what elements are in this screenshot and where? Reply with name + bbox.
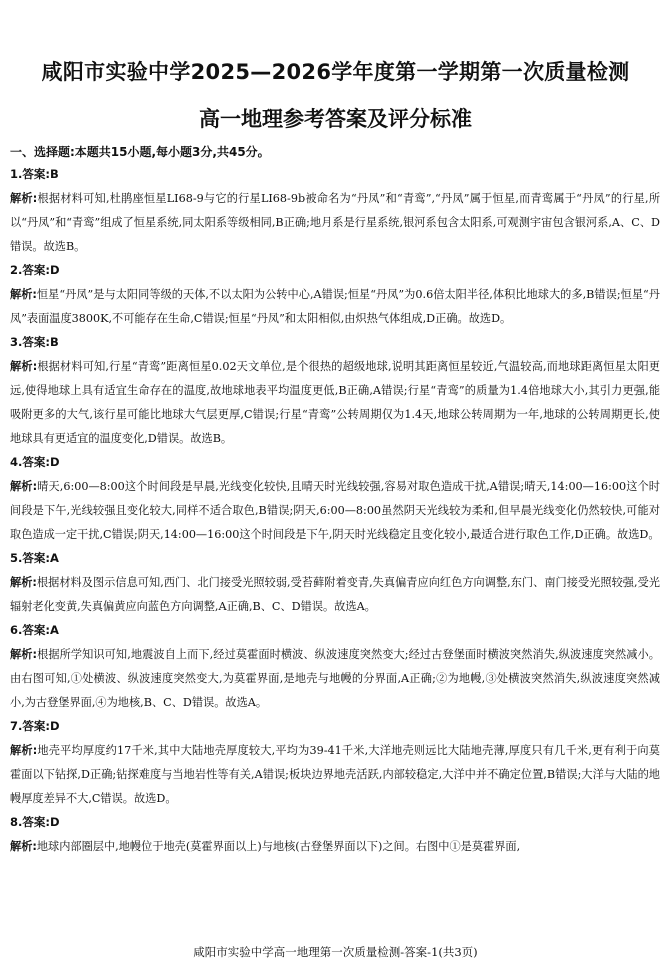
answer-line [10,619,660,643]
explain-label: 解析: [10,840,37,853]
answer-label: 答案: [22,167,50,181]
explanation-text: 地壳平均厚度约17千米,其中大陆地壳厚度较大,平均为39-41千米,大洋地壳则远比大陆地壳薄,厚度只有几千米,更有利于向莫霍面以下钻探,D正确;钻探难度与当地岩性等有关,A错误;板块边界地壳活跃,内部较稳定,大洋中并不确定位置,B错误;大洋与大陆的地幔厚度差异不大,C错误。故选D。 [10,744,660,805]
question-8 [10,811,660,859]
page-footer: 咸阳市实验中学高一地理第一次质量检测-答案-1(共3页) [193,945,478,959]
answer-label: 答案: [22,623,50,637]
explanation [10,355,660,451]
answer-value: D [49,815,60,829]
answer-line [10,547,660,571]
answer-line [10,331,660,355]
answer-line [10,715,660,739]
answer-label: 答案: [22,455,50,469]
answer-value: A [49,623,59,637]
explain-label: 解析: [10,192,38,205]
answer-line [10,163,660,187]
answer-value: B [49,167,59,181]
question-2 [10,259,660,331]
explanation-text: 根据材料及图示信息可知,西门、北门接受光照较弱,受苔藓附着变青,失真偏青应向红色方向调整,东门、南门接受光照较强,受光辐射老化变黄,失真偏黄应向蓝色方向调整,A正确,B、C、D错误。故选A。 [10,576,660,613]
question-number: 7. [10,719,23,733]
question-list [10,163,660,859]
answer-label: 答案: [22,335,50,349]
explanation [10,187,660,259]
answer-label: 答案: [22,551,50,565]
answer-label: 答案: [22,719,50,733]
exam-title: 咸阳市实验中学2025—2026学年度第一学期第一次质量检测 [41,60,630,84]
question-number: 3. [10,335,23,349]
answer-value: D [49,263,60,277]
explanation-text: 地球内部圈层中,地幔位于地壳(莫霍界面以上)与地核(古登堡界面以下)之间。右图中①是莫霍界面, [36,840,521,853]
explain-label: 解析: [10,576,37,589]
explain-label: 解析: [10,744,38,757]
answer-line [10,811,660,835]
answer-value: D [49,719,60,733]
question-number: 8. [10,815,23,829]
explanation-text: 根据材料可知,行星“青鸾”距离恒星0.02天文单位,是个很热的超级地球,说明其距离恒星较近,气温较高,而地球距离恒星太阳更远,使得地球上具有适宜生命存在的温度,故地球地表平均温度更低,B正确,A错误;行星“青鸾”的质量为1.4倍地球大小,其引力更强,能吸附更多的大气,该行星可能比地球大气层更厚,C错误;行星“青鸾”公转周期仅为1.4天,地球公转周期为一年,地球的公转周期更长,使地球具有更适宜的温度变化,D错误。故选B。 [10,360,661,445]
explanation [10,283,660,331]
explain-label: 解析: [10,480,38,493]
explain-label: 解析: [10,288,37,301]
question-number: 6. [10,623,23,637]
explanation [10,739,660,811]
question-5 [10,547,660,619]
answer-value: A [49,551,59,565]
question-4 [10,451,660,547]
answer-value: B [49,335,59,349]
question-number: 4. [10,455,23,469]
question-1 [10,163,660,259]
answer-line [10,451,660,475]
explanation-text: 恒星“丹凤”是与太阳同等级的天体,不以太阳为公转中心,A错误;恒星“丹凤”为0.6倍太阳半径,体积比地球大的多,B错误;恒星“丹凤”表面温度3800K,不可能存在生命,C错误;恒星“丹凤”和太阳相似,由炽热气体组成,D正确。故选D。 [10,288,660,325]
explanation [10,643,660,715]
question-6 [10,619,660,715]
explanation-text: 根据所学知识可知,地震波自上而下,经过莫霍面时横波、纵波速度突然变大;经过古登堡面时横波突然消失,纵波速度突然减小。由右图可知,①处横波、纵波速度突然变大,为莫霍界面,是地壳与地幔的分界面,A正确;②为地幔,③处横波突然消失,纵波速度突然减小,为古登堡界面,④为地核,B、C、D错误。故选A。 [10,648,660,709]
answer-label: 答案: [22,263,50,277]
question-number: 2. [10,263,23,277]
answer-line [10,259,660,283]
answer-key-subtitle: 高一地理参考答案及评分标准 [199,107,472,131]
explanation [10,571,660,619]
explanation [10,475,660,547]
answer-label: 答案: [22,815,50,829]
explanation [10,835,660,859]
explain-label: 解析: [10,360,38,373]
question-7 [10,715,660,811]
answer-value: D [49,455,60,469]
explanation-text: 根据材料可知,杜鹃座恒星LI68-9与它的行星LI68-9b被命名为“丹凤”和“青鸾”,“丹凤”属于恒星,而青鸾属于“丹凤”的行星,所以“丹凤”和“青鸾”组成了恒星系统,同太阳系等级相同,B正确;地月系是行星系统,银河系包含太阳系,可观测宇宙包含银河系,A、C、D错误。故选B。 [10,192,661,253]
question-number: 5. [10,551,23,565]
question-3 [10,331,660,451]
explanation-text: 晴天,6:00—8:00这个时间段是早晨,光线变化较快,且晴天时光线较强,容易对取色造成干扰,A错误;晴天,14:00—16:00这个时间段是下午,光线较强且变化较大,同样不适合取色,B错误;阴天,6:00—8:00虽然阴天光线较为柔和,但早晨光线变化仍然较快,可能对取色造成一定干扰,C错误;阴天,14:00—16:00这个时间段是下午,阴天时光线稳定且变化较小,最适合进行取色工作,D正确。故选D。 [10,480,660,541]
section-heading: 一、选择题:本题共15小题,每小题3分,共45分。 [10,145,270,159]
question-number: 1. [10,167,23,181]
explain-label: 解析: [10,648,38,661]
